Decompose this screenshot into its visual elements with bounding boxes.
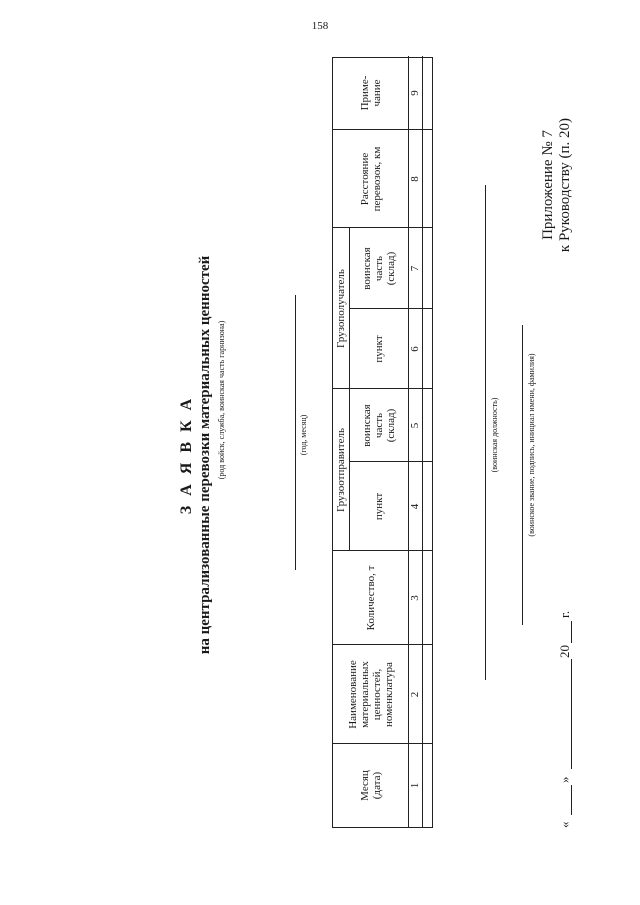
date-year-prefix: 20 [557,645,572,658]
date-close-quote: » [557,776,572,783]
period-line [295,295,296,570]
col-number: 9 [409,90,421,96]
appendix-line-2: к Руководству (п. 20) [557,117,573,253]
col-receiver-point-header: пункт [372,335,385,363]
col-number: 8 [409,176,421,182]
col-number: 5 [409,422,421,429]
col-number: 3 [409,595,421,601]
appendix-line-1: Приложение № 7 [540,130,556,240]
signature-caption: (воинское звание, подпись, инициал имени, фамилия) [527,353,536,537]
appendix-note [540,95,574,275]
col-distance-header: Расстояние перевозок, км [358,146,383,212]
receiver-header: Грузополучатель [335,269,347,348]
signature-line [522,325,523,625]
col-sender-unit-header: воинская часть (склад) [360,404,397,447]
col-sender-point-header: пункт [372,492,385,521]
col-number: 6 [409,346,421,352]
date-month-line [571,659,572,769]
number-row-divider [422,56,423,827]
col-number: 1 [409,782,421,789]
troops-caption: (род войск, служба, воинская часть гарнизона) [217,320,226,480]
position-caption: (воинская должность) [490,397,499,473]
date-open-quote: « [557,821,572,828]
col-number: 7 [409,265,421,272]
page-number: 158 [311,20,329,32]
col-number: 4 [409,503,421,510]
position-line [485,185,486,680]
col-note-header: Приме-чание [358,75,383,111]
period-caption: (год, месяц) [299,414,308,456]
col-receiver-unit-header: воинская часть (склад) [360,247,397,290]
date-year-suffix: г. [557,610,572,618]
document-title: З А Я В К А [178,395,195,515]
col-quantity-header: Количество, т [364,565,377,631]
sender-header: Грузоотправитель [335,428,347,513]
request-table [332,57,433,828]
date-day-line [571,785,572,815]
col-name-header: Наименование материальных ценностей, номенклатура [346,660,395,729]
col-month-header: Месяц (дата) [358,770,383,801]
date-year-line [571,621,572,643]
col-number: 2 [409,691,421,698]
document-subtitle: на централизованные перевозки материальных ценностей [197,255,213,655]
